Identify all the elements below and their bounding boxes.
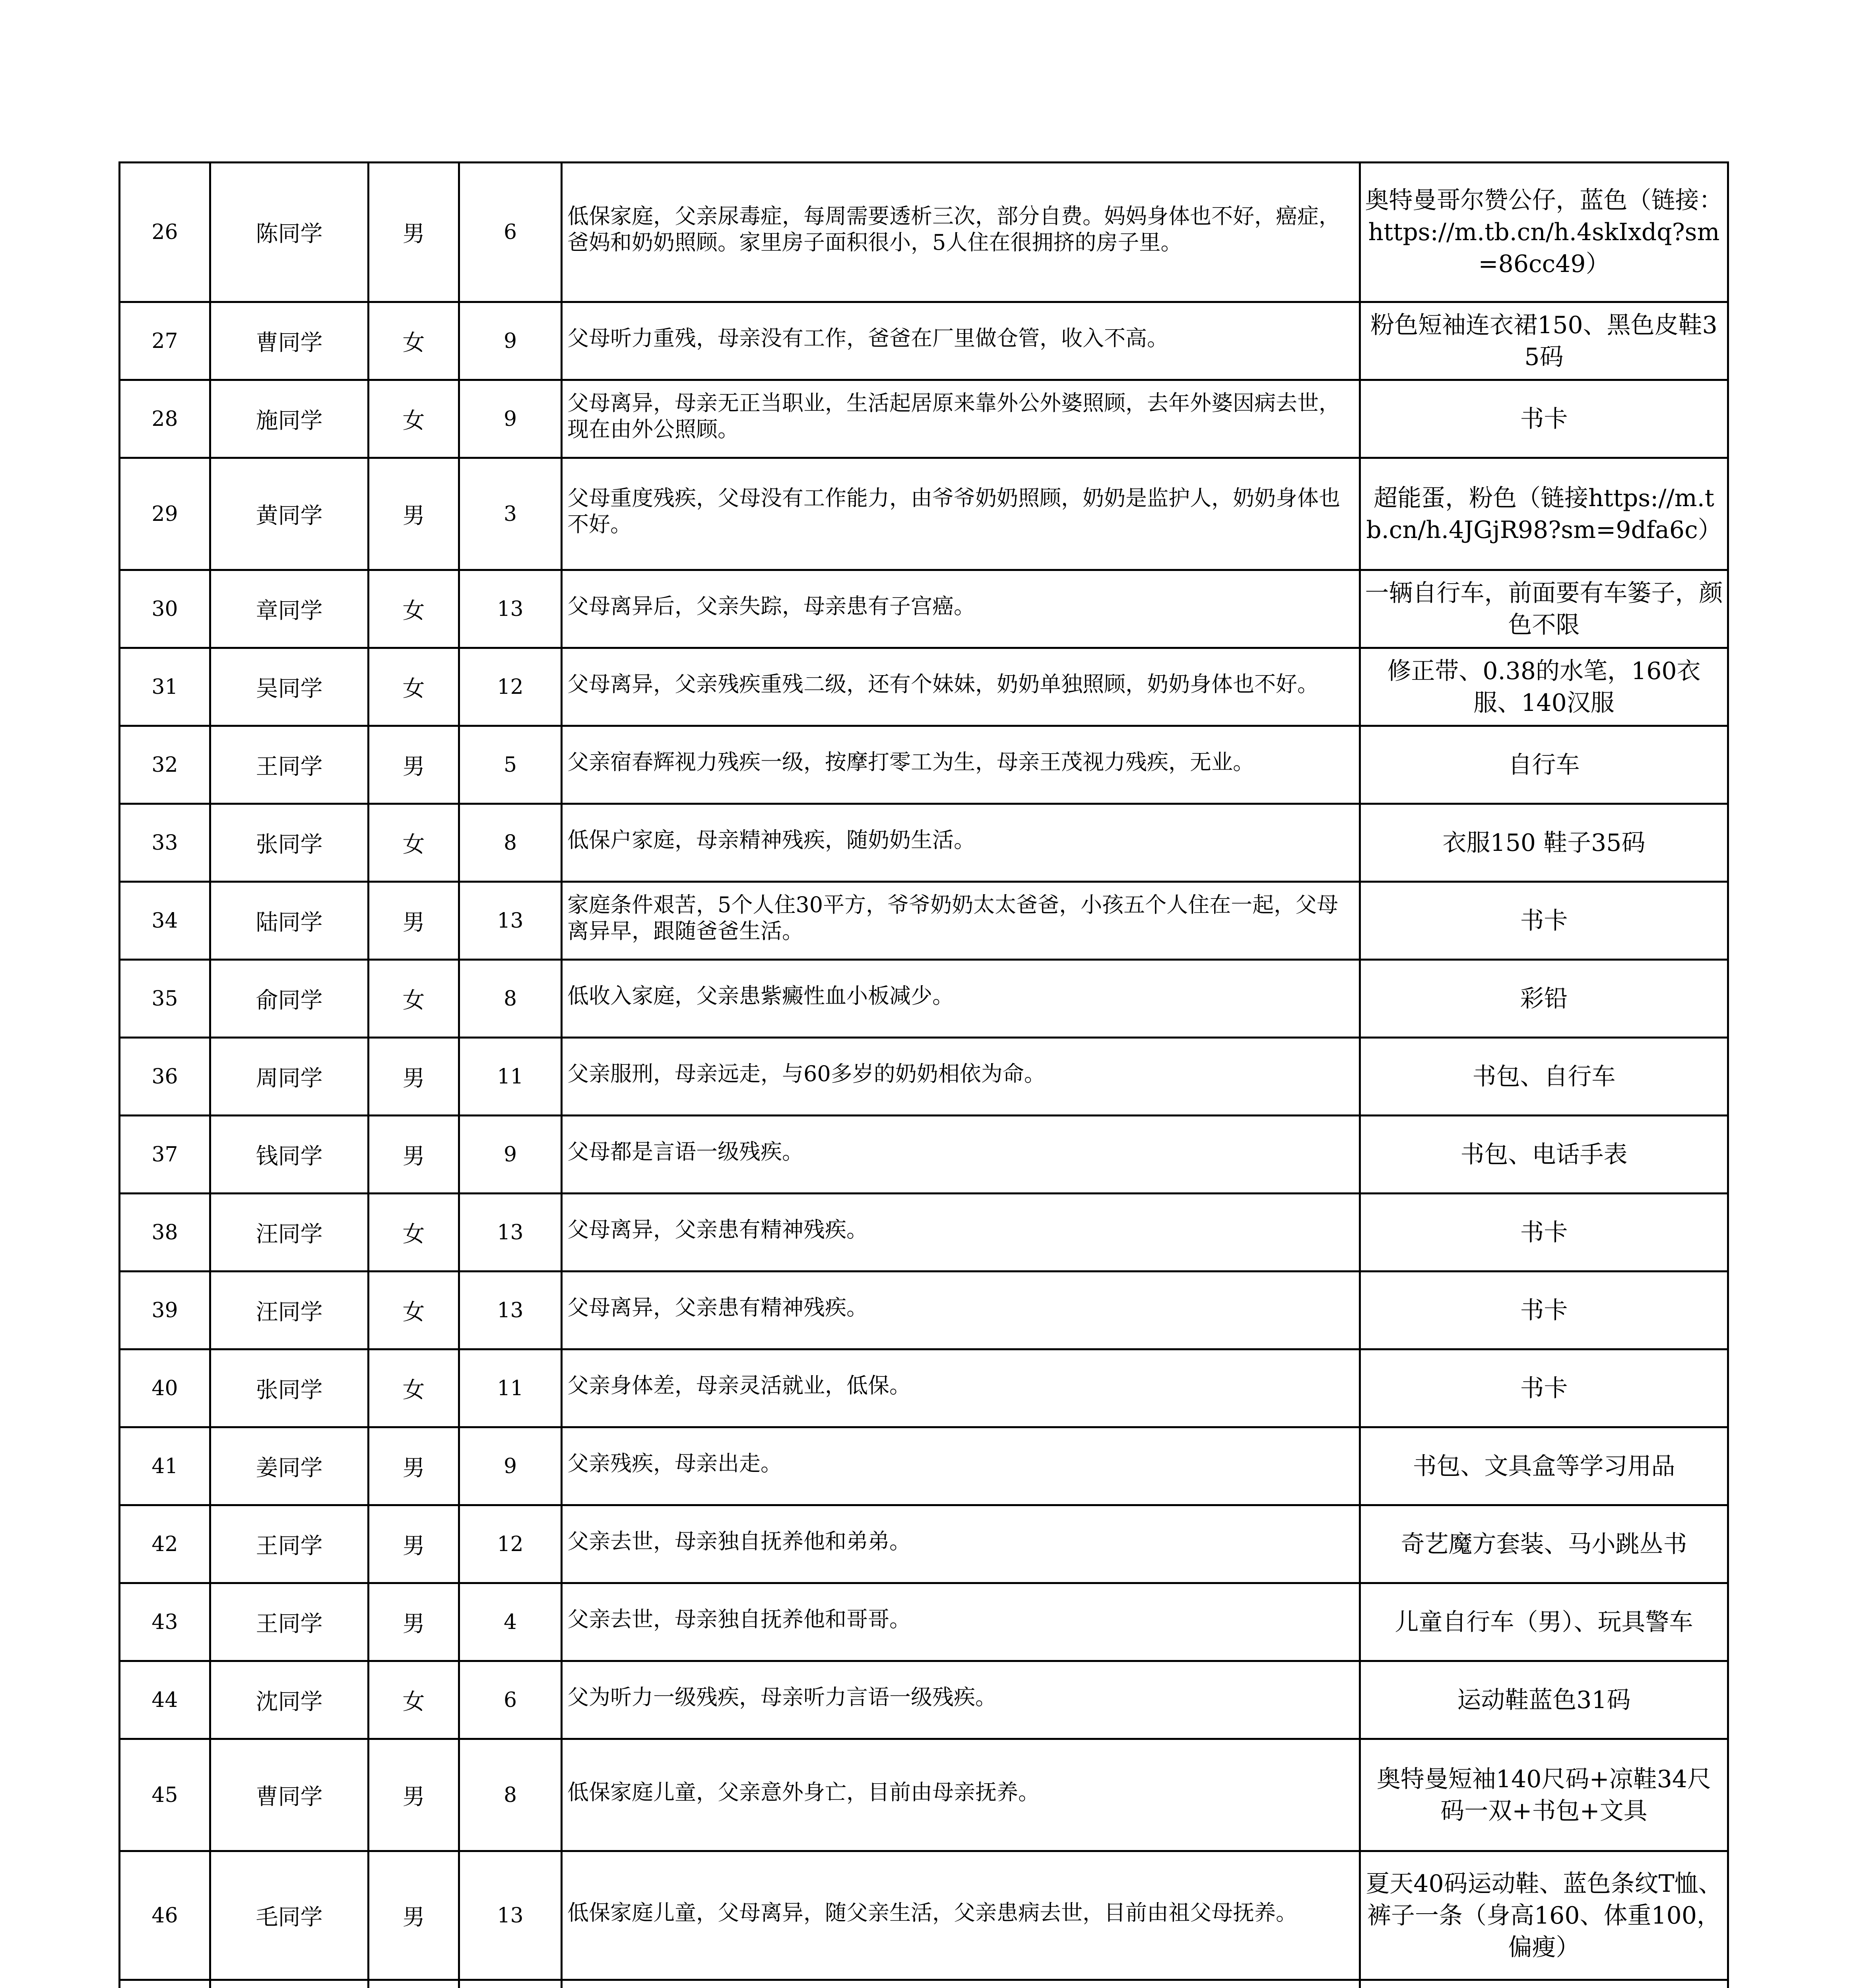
wish-item: 夏天40码运动鞋、蓝色条纹T恤、裤子一条（身高160、体重100，偏瘦） xyxy=(1360,1851,1728,1980)
wish-item: 一辆自行车，前面要有车篓子，颜色不限 xyxy=(1360,570,1728,648)
wish-item: 修正带、0.38的水笔，160衣服、140汉服 xyxy=(1360,648,1728,726)
family-situation: 父母离异，母亲无正当职业，生活起居原来靠外公外婆照顾，去年外婆因病去世，现在由外公照顾。 xyxy=(562,380,1360,458)
row-number: 32 xyxy=(120,726,210,804)
table-row xyxy=(120,1194,1728,1272)
student-age: 6 xyxy=(459,1661,562,1739)
table-row xyxy=(120,960,1728,1038)
table-row xyxy=(120,1739,1728,1851)
student-gender: 男 xyxy=(369,1038,459,1116)
wish-item: 书卡 xyxy=(1360,882,1728,960)
row-number: 29 xyxy=(120,458,210,570)
wish-item: 衣服150 鞋子35码 xyxy=(1360,804,1728,882)
student-age: 9 xyxy=(459,1427,562,1505)
student-gender: 女 xyxy=(369,960,459,1038)
family-situation: 父亲去世，母亲独自抚养他和哥哥。 xyxy=(562,1583,1360,1661)
row-number: 39 xyxy=(120,1272,210,1349)
row-number: 33 xyxy=(120,804,210,882)
wish-item: 书卡 xyxy=(1360,1349,1728,1427)
family-situation: 父母离异，父亲患有精神残疾。 xyxy=(562,1272,1360,1349)
student-age: 9 xyxy=(459,302,562,380)
row-number: 36 xyxy=(120,1038,210,1116)
student-age xyxy=(459,1980,562,1988)
student-gender: 男 xyxy=(369,1739,459,1851)
family-situation: 父亲身体差，母亲灵活就业，低保。 xyxy=(562,1349,1360,1427)
student-gender: 女 xyxy=(369,1349,459,1427)
student-name: 施同学 xyxy=(210,380,369,458)
student-gender: 女 xyxy=(369,302,459,380)
student-age: 9 xyxy=(459,380,562,458)
student-gender: 男 xyxy=(369,882,459,960)
wish-item: 运动鞋蓝色31码 xyxy=(1360,1661,1728,1739)
student-gender: 男 xyxy=(369,163,459,302)
row-number: 38 xyxy=(120,1194,210,1272)
table-row xyxy=(120,882,1728,960)
student-age: 13 xyxy=(459,1851,562,1980)
table-row xyxy=(120,1851,1728,1980)
wish-item: 奥特曼哥尔赞公仔，蓝色（链接：https://m.tb.cn/h.4skIxdq?sm=86cc49） xyxy=(1360,163,1728,302)
student-age: 11 xyxy=(459,1349,562,1427)
student-gender: 男 xyxy=(369,1427,459,1505)
row-number: 45 xyxy=(120,1739,210,1851)
student-age: 12 xyxy=(459,1505,562,1583)
family-situation: 父母都是言语一级残疾。 xyxy=(562,1116,1360,1194)
student-age: 6 xyxy=(459,163,562,302)
student-name: 王同学 xyxy=(210,726,369,804)
row-number xyxy=(120,1980,210,1988)
wish-item: 书卡 xyxy=(1360,1194,1728,1272)
family-situation: 父母离异，父亲残疾重残二级，还有个妹妹，奶奶单独照顾，奶奶身体也不好。 xyxy=(562,648,1360,726)
family-situation: 父为听力一级残疾，母亲听力言语一级残疾。 xyxy=(562,1661,1360,1739)
student-gender xyxy=(369,1980,459,1988)
table-row xyxy=(120,804,1728,882)
student-gender: 女 xyxy=(369,1272,459,1349)
student-name xyxy=(210,1980,369,1988)
student-name: 王同学 xyxy=(210,1505,369,1583)
table-row xyxy=(120,380,1728,458)
wish-item: 书包、自行车 xyxy=(1360,1038,1728,1116)
row-number: 42 xyxy=(120,1505,210,1583)
table-row xyxy=(120,458,1728,570)
student-name: 张同学 xyxy=(210,804,369,882)
family-situation xyxy=(562,1980,1360,1988)
student-gender: 男 xyxy=(369,1505,459,1583)
row-number: 31 xyxy=(120,648,210,726)
student-age: 13 xyxy=(459,570,562,648)
student-name: 陈同学 xyxy=(210,163,369,302)
student-gender: 女 xyxy=(369,1194,459,1272)
row-number: 26 xyxy=(120,163,210,302)
student-age: 4 xyxy=(459,1583,562,1661)
student-gender: 女 xyxy=(369,570,459,648)
student-age: 8 xyxy=(459,804,562,882)
table-row xyxy=(120,1116,1728,1194)
wish-item: 书包、文具盒等学习用品 xyxy=(1360,1427,1728,1505)
student-gender: 男 xyxy=(369,726,459,804)
student-name: 毛同学 xyxy=(210,1851,369,1980)
student-age: 13 xyxy=(459,882,562,960)
wish-item xyxy=(1360,1980,1728,1988)
table-row xyxy=(120,570,1728,648)
student-wish-table xyxy=(118,161,1729,1988)
row-number: 35 xyxy=(120,960,210,1038)
table-row xyxy=(120,302,1728,380)
student-name: 章同学 xyxy=(210,570,369,648)
student-name: 沈同学 xyxy=(210,1661,369,1739)
student-name: 黄同学 xyxy=(210,458,369,570)
wish-item: 自行车 xyxy=(1360,726,1728,804)
student-age: 5 xyxy=(459,726,562,804)
family-situation: 低收入家庭，父亲患紫癜性血小板减少。 xyxy=(562,960,1360,1038)
table-row xyxy=(120,1038,1728,1116)
student-name: 曹同学 xyxy=(210,1739,369,1851)
student-name: 张同学 xyxy=(210,1349,369,1427)
wish-item: 书卡 xyxy=(1360,1272,1728,1349)
student-name: 钱同学 xyxy=(210,1116,369,1194)
student-gender: 女 xyxy=(369,380,459,458)
row-number: 30 xyxy=(120,570,210,648)
table-row xyxy=(120,163,1728,302)
family-situation: 低保户家庭，母亲精神残疾，随奶奶生活。 xyxy=(562,804,1360,882)
wish-item: 奥特曼短袖140尺码+凉鞋34尺码一双+书包+文具 xyxy=(1360,1739,1728,1851)
row-number: 34 xyxy=(120,882,210,960)
table-row xyxy=(120,1505,1728,1583)
row-number: 43 xyxy=(120,1583,210,1661)
family-situation: 低保家庭儿童，父亲意外身亡，目前由母亲抚养。 xyxy=(562,1739,1360,1851)
student-age: 11 xyxy=(459,1038,562,1116)
table-row xyxy=(120,648,1728,726)
row-number: 37 xyxy=(120,1116,210,1194)
student-name: 王同学 xyxy=(210,1583,369,1661)
family-situation: 父母听力重残，母亲没有工作，爸爸在厂里做仓管，收入不高。 xyxy=(562,302,1360,380)
family-situation: 父亲服刑，母亲远走，与60多岁的奶奶相依为命。 xyxy=(562,1038,1360,1116)
table-row xyxy=(120,726,1728,804)
student-gender: 女 xyxy=(369,648,459,726)
student-age: 8 xyxy=(459,960,562,1038)
student-name: 俞同学 xyxy=(210,960,369,1038)
family-situation: 父母离异，父亲患有精神残疾。 xyxy=(562,1194,1360,1272)
student-age: 8 xyxy=(459,1739,562,1851)
student-age: 12 xyxy=(459,648,562,726)
family-situation: 父母离异后，父亲失踪，母亲患有子宫癌。 xyxy=(562,570,1360,648)
student-name: 姜同学 xyxy=(210,1427,369,1505)
row-number: 41 xyxy=(120,1427,210,1505)
student-gender: 男 xyxy=(369,1116,459,1194)
family-situation: 低保家庭，父亲尿毒症，每周需要透析三次，部分自费。妈妈身体也不好，癌症，爸妈和奶奶照顾。家里房子面积很小，5人住在很拥挤的房子里。 xyxy=(562,163,1360,302)
family-situation: 父母重度残疾，父母没有工作能力，由爷爷奶奶照顾，奶奶是监护人，奶奶身体也不好。 xyxy=(562,458,1360,570)
row-number: 28 xyxy=(120,380,210,458)
wish-item: 彩铅 xyxy=(1360,960,1728,1038)
table-row xyxy=(120,1272,1728,1349)
family-situation: 家庭条件艰苦，5个人住30平方，爷爷奶奶太太爸爸，小孩五个人住在一起，父母离异早，跟随爸爸生活。 xyxy=(562,882,1360,960)
student-name: 汪同学 xyxy=(210,1194,369,1272)
table-row xyxy=(120,1661,1728,1739)
family-situation: 父亲去世，母亲独自抚养他和弟弟。 xyxy=(562,1505,1360,1583)
table-row xyxy=(120,1427,1728,1505)
student-gender: 男 xyxy=(369,1851,459,1980)
student-age: 9 xyxy=(459,1116,562,1194)
student-name: 吴同学 xyxy=(210,648,369,726)
student-name: 陆同学 xyxy=(210,882,369,960)
student-gender: 女 xyxy=(369,1661,459,1739)
wish-item: 书包、电话手表 xyxy=(1360,1116,1728,1194)
student-gender: 女 xyxy=(369,804,459,882)
student-name: 周同学 xyxy=(210,1038,369,1116)
wish-item: 儿童自行车（男）、玩具警车 xyxy=(1360,1583,1728,1661)
table-row xyxy=(120,1349,1728,1427)
family-situation: 父亲宿春辉视力残疾一级，按摩打零工为生，母亲王茂视力残疾，无业。 xyxy=(562,726,1360,804)
wish-item: 粉色短袖连衣裙150、黑色皮鞋35码 xyxy=(1360,302,1728,380)
row-number: 44 xyxy=(120,1661,210,1739)
student-age: 13 xyxy=(459,1272,562,1349)
student-name: 曹同学 xyxy=(210,302,369,380)
family-situation: 父亲残疾，母亲出走。 xyxy=(562,1427,1360,1505)
wish-item: 奇艺魔方套装、马小跳丛书 xyxy=(1360,1505,1728,1583)
wish-item: 书卡 xyxy=(1360,380,1728,458)
table-row xyxy=(120,1980,1728,1988)
row-number: 46 xyxy=(120,1851,210,1980)
table-row xyxy=(120,1583,1728,1661)
student-name: 汪同学 xyxy=(210,1272,369,1349)
row-number: 40 xyxy=(120,1349,210,1427)
wish-item: 超能蛋，粉色（链接https://m.tb.cn/h.4JGjR98?sm=9dfa6c） xyxy=(1360,458,1728,570)
row-number: 27 xyxy=(120,302,210,380)
student-age: 13 xyxy=(459,1194,562,1272)
family-situation: 低保家庭儿童，父母离异，随父亲生活，父亲患病去世，目前由祖父母抚养。 xyxy=(562,1851,1360,1980)
student-gender: 男 xyxy=(369,1583,459,1661)
student-gender: 男 xyxy=(369,458,459,570)
student-age: 3 xyxy=(459,458,562,570)
table-body xyxy=(120,163,1728,1988)
